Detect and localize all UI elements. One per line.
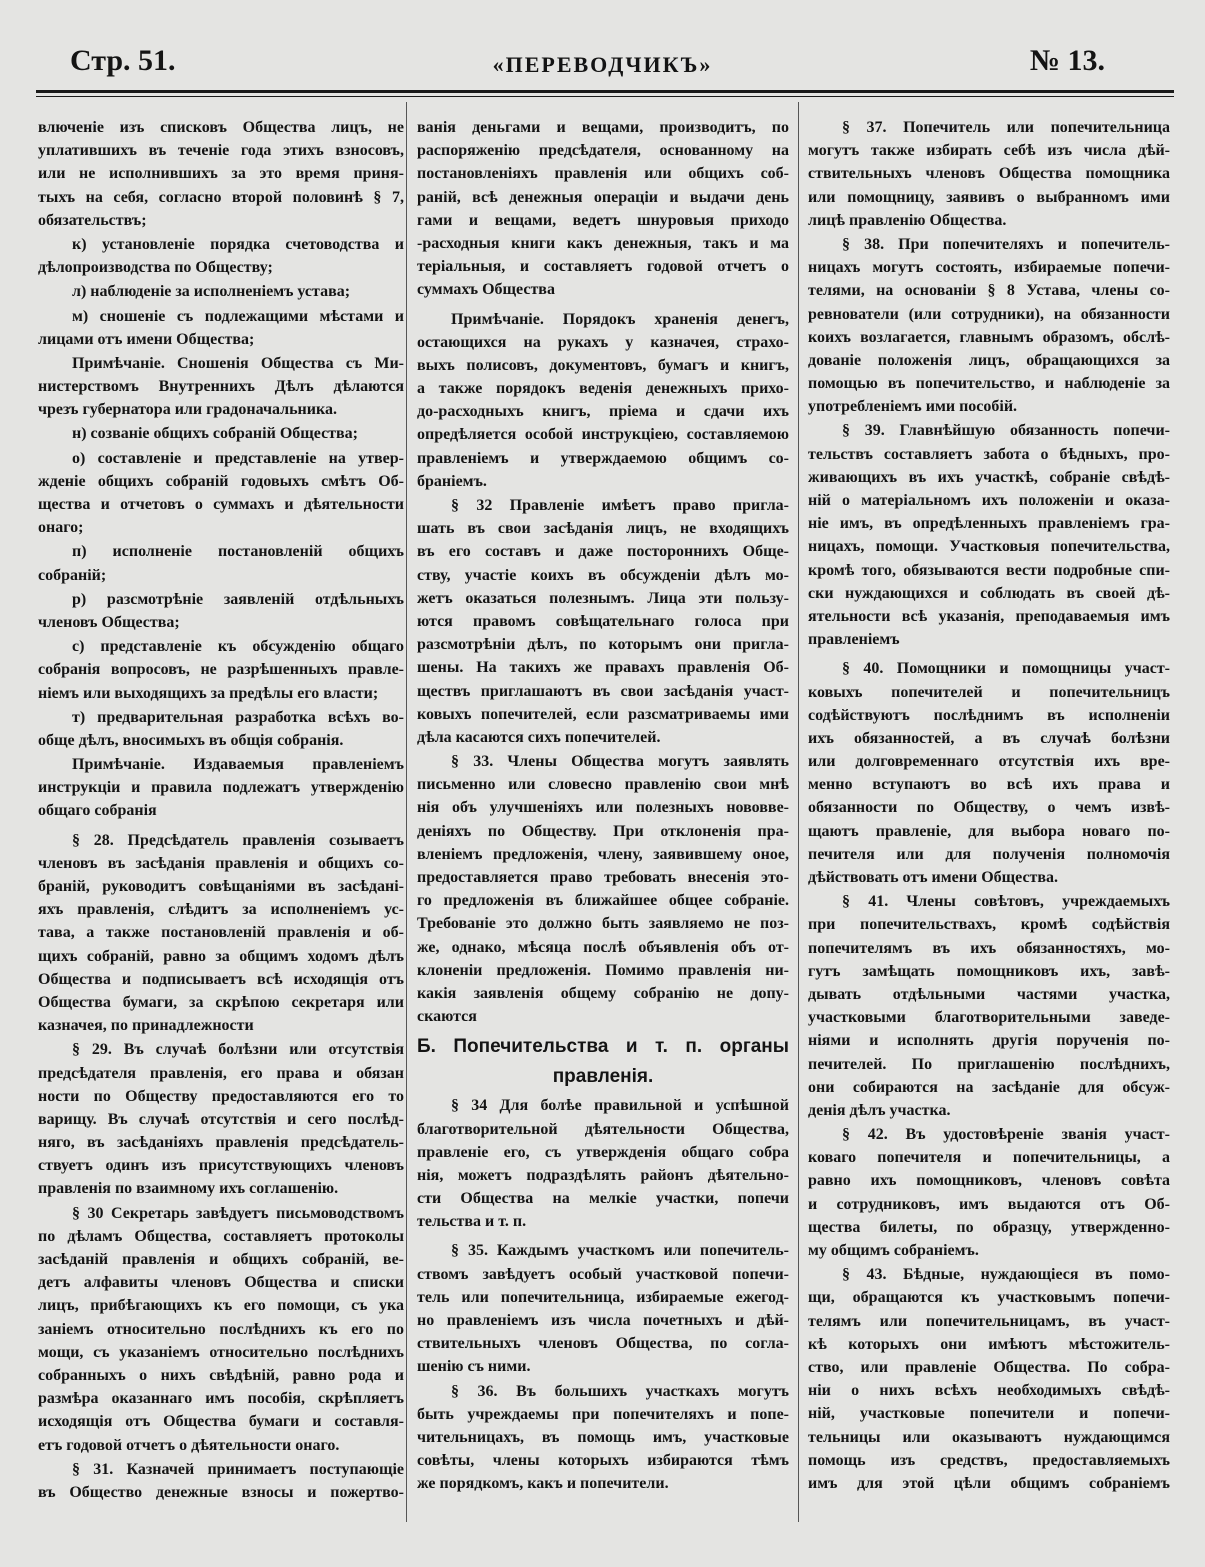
text-line: ніи о нихъ всѣхъ необходимыхъ свѣдѣ- xyxy=(808,1382,1170,1400)
column-1 xyxy=(38,116,404,1505)
text-line: лицъ, прибѣгающихъ къ его помощи, съ ука xyxy=(38,1297,404,1315)
text-line: щихъ собраній, равно за общимъ ходомъ дѣлъ xyxy=(38,947,404,965)
text-line: гами и вещами, ведетъ шнуровыя приходо xyxy=(417,211,789,229)
text-line: кромѣ того, обязываются вести подробные спи- xyxy=(808,561,1170,579)
text-line: м) сношеніе съ подлежащими мѣстами и xyxy=(72,307,404,325)
text-line: помощь изъ средствъ, предоставляемыхъ xyxy=(808,1451,1170,1469)
text-line: § 28. Предсѣдатель правленія созываетъ xyxy=(72,831,404,849)
text-line: лицѣ правленію Общества. xyxy=(808,211,1007,229)
text-line: лицами отъ имени Общества; xyxy=(38,330,255,348)
paragraph xyxy=(38,233,404,279)
text-line: телямъ или попечительницамъ, въ участ- xyxy=(808,1312,1170,1330)
paragraph xyxy=(38,635,404,705)
paragraph xyxy=(417,750,789,1028)
text-line: ществъ приглашаютъ въ свои засѣданія участ- xyxy=(417,682,789,700)
text-line: ствомъ завѣдуетъ особый участковой попечи- xyxy=(417,1265,789,1283)
text-line: Примѣчаніе. Сношенія Общества съ Ми- xyxy=(72,354,404,372)
text-line: засѣданій правленія и общихъ собраній, ве- xyxy=(38,1251,404,1268)
text-line: же порядкомъ, какъ и попечители. xyxy=(417,1475,669,1493)
text-line: а также порядокъ веденія денежныхъ прихо- xyxy=(417,380,789,398)
paragraph xyxy=(808,419,1170,651)
text-line: печителя или для полученія полномочія xyxy=(808,845,1170,863)
paragraph xyxy=(38,1202,404,1457)
column-divider xyxy=(798,102,799,1522)
text-line: обязательствъ; xyxy=(38,211,147,229)
text-line: жетъ оказаться полезнымъ. Лица эти пользу- xyxy=(417,589,789,607)
text-line: менно вступаютъ во всѣ ихъ права и xyxy=(808,776,1170,794)
paragraph xyxy=(417,1239,789,1378)
text-line: му общимъ собраніемъ. xyxy=(808,1242,979,1259)
text-line: уплатившихъ въ теченіе года этихъ взносовъ, xyxy=(38,142,404,160)
text-line: употребленіемъ ими пособій. xyxy=(808,398,1018,416)
text-line: щаютъ правленіе, для выбора новаго по- xyxy=(808,822,1170,840)
text-line: исходящія отъ Общества бумаги и составля- xyxy=(38,1413,404,1431)
text-line: л) наблюденіе за исполненіемъ устава; xyxy=(72,283,351,301)
text-line: § 39. Главнѣйшую обязанность попечи- xyxy=(842,422,1170,440)
text-line: ски нуждающихся и соблюдать въ своей дѣ- xyxy=(808,584,1170,602)
text-line: деніяхъ по Обществу. При отклоненія пра- xyxy=(417,822,789,840)
text-line: чрезъ губернатора или градоначальника. xyxy=(38,401,337,419)
paragraph xyxy=(38,829,404,1038)
text-line: онаго; xyxy=(38,519,84,537)
column-divider xyxy=(406,102,407,1522)
text-line: ковыхъ попечителей и попечительницъ xyxy=(808,683,1170,701)
text-line: членовъ Общества; xyxy=(38,613,180,631)
text-line: ній о матеріальномъ ихъ положеніи и оказа- xyxy=(808,492,1170,509)
paragraph xyxy=(808,890,1170,1122)
text-line: или помощницу, заявивъ о выбранномъ ими xyxy=(808,188,1170,206)
text-line: до-расходныхъ книгъ, пріема и сдачи ихъ xyxy=(417,403,789,421)
text-line: письменно или словесно правленію свои мнѣ xyxy=(417,776,789,794)
text-line: въ его составъ и даже постороннихъ Обще- xyxy=(417,543,789,561)
text-line: предсѣдателя правленія, его права и обязан xyxy=(38,1064,404,1082)
paragraph xyxy=(38,447,404,540)
section-heading xyxy=(417,1032,789,1092)
text-line: § 34 Для болѣе правильной и успѣшной xyxy=(451,1097,789,1115)
text-line: жденіе общихъ собраній годовыхъ смѣтъ Об- xyxy=(38,472,404,490)
text-line: ревнователи (или сотрудники), на обязанности xyxy=(808,305,1170,323)
paragraph xyxy=(417,308,789,494)
text-line: § 42. Въ удостовѣреніе званія участ- xyxy=(842,1126,1170,1144)
column-2 xyxy=(417,116,789,1497)
text-line: клоненіи предложенія. Помимо правленія ни- xyxy=(417,961,789,979)
text-line: суммахъ Общества xyxy=(417,281,555,299)
text-line: Общества бумаги, за скрѣпою секретаря или xyxy=(38,993,404,1011)
text-line: к) установленіе порядка счетоводства и xyxy=(72,235,404,253)
text-line: правленіе его, съ утвержденія общаго собра xyxy=(417,1143,789,1161)
text-line: ній, участковые попечители и попечи- xyxy=(808,1405,1170,1423)
text-line: го предложенія въ ближайшее общее собраніе. xyxy=(417,892,789,910)
text-line: обще дѣлъ, вносимыхъ въ общія собранія. xyxy=(38,731,344,749)
text-line: или не исполнившихъ за это время приня- xyxy=(38,165,404,183)
text-line: предоставляется право требовать внесенія это- xyxy=(417,869,789,886)
text-line: нистерствомъ Внутреннихъ Дѣлъ дѣлаются xyxy=(38,378,404,396)
text-line: н) созваніе общихъ собраній Общества; xyxy=(72,425,358,443)
paragraph xyxy=(38,116,404,232)
text-line: собранныхъ о нихъ свѣдѣній, равно рода и xyxy=(38,1366,404,1384)
text-line: могутъ также избирать себѣ изъ числа дѣй- xyxy=(808,142,1170,160)
text-line: тель или попечительница, избираемые ежегод- xyxy=(417,1288,789,1306)
text-line: нія объ улучшеніяхъ или полезныхъ нововве- xyxy=(417,799,789,817)
text-line: Примѣчаніе. Порядокъ храненія денегъ, xyxy=(451,310,789,328)
text-line: мощи, съ указаніемъ относительно послѣднихъ xyxy=(38,1343,404,1361)
text-line: § 37. Попечитель или попечительница xyxy=(842,119,1170,136)
text-line: Б. Попечительства и т. п. органы xyxy=(417,1036,789,1058)
text-line: разсмотрѣніи дѣлъ, по которымъ они пригла- xyxy=(417,636,789,654)
text-line: детъ алфавиты членовъ Общества и списки xyxy=(38,1274,404,1292)
paragraph xyxy=(417,1380,789,1496)
text-line: остающихся на рукахъ у казначея, страхо- xyxy=(417,333,789,351)
text-line: шенію съ ними. xyxy=(417,1358,531,1376)
paragraph xyxy=(417,1094,789,1233)
paragraph xyxy=(38,422,404,445)
text-line: § 35. Каждымъ участкомъ или попечитель- xyxy=(451,1242,789,1260)
text-line: ствуетъ одинъ изъ присутствующихъ членовъ xyxy=(38,1157,404,1175)
text-line: р) разсмотрѣніе заявленій отдѣльныхъ xyxy=(72,590,404,608)
text-line: печителей. По приглашенію послѣднихъ, xyxy=(808,1055,1170,1073)
text-line: быть учреждаемы при попечителяхъ и попе- xyxy=(417,1405,789,1423)
text-line: ванія деньгами и вещами, производитъ, по xyxy=(417,119,789,136)
text-line: дованіе положенія лицъ, обращающихся за xyxy=(808,351,1170,369)
text-line: § 41. Члены совѣтовъ, учреждаемыхъ xyxy=(842,893,1170,911)
paragraph xyxy=(808,116,1170,232)
text-line: въ Общество денежные взносы и пожертво- xyxy=(38,1483,404,1501)
text-line: чительницахъ, въ помощь имъ, участковые xyxy=(417,1428,789,1446)
text-line: ніями и исполнять другія порученія по- xyxy=(808,1032,1170,1050)
paragraph xyxy=(38,305,404,351)
text-line: ихъ обязанностей, а въ случаѣ болѣзни xyxy=(808,729,1170,747)
text-line: благотворительной дѣятельности Общества, xyxy=(417,1120,789,1138)
paragraph xyxy=(417,494,789,749)
text-line: п) исполненіе постановленій общихъ xyxy=(72,543,404,561)
text-line: правленія по взаимному ихъ соглашенію. xyxy=(38,1180,339,1198)
text-line: помощью въ попечительство, и наблюденіе за xyxy=(808,375,1170,393)
text-line: ятельности всѣ указанія, преподаваемыя имъ xyxy=(808,607,1170,625)
text-line: размѣра оказаннаго имъ пособія, скрѣпляетъ xyxy=(38,1390,404,1408)
text-line: варищу. Въ случаѣ отсутствія и сего послѣд- xyxy=(38,1110,404,1128)
text-line: опредѣляется особой инструкціею, составляемою xyxy=(417,426,789,444)
text-line: же, однако, мѣсяца послѣ объявленія объ от- xyxy=(417,938,789,956)
text-line: телями, на основаніи § 8 Устава, члены со- xyxy=(808,282,1170,300)
text-line: теріальныя, и составляетъ годовой отчетъ о xyxy=(417,258,789,276)
paragraph xyxy=(38,540,404,586)
text-line: ство, или правленіе Общества. По собра- xyxy=(808,1358,1170,1376)
paragraph xyxy=(38,588,404,634)
text-line: тельствъ составляетъ забота о бѣдныхъ, про- xyxy=(808,445,1170,463)
text-line: Общества и подписываетъ всѣ исходящія отъ xyxy=(38,970,404,988)
paragraph xyxy=(808,1263,1170,1495)
text-line: т) предварительная разработка всѣхъ во- xyxy=(72,708,404,726)
text-line: етъ годовой отчетъ о дѣятельности онаго. xyxy=(38,1436,340,1454)
text-line: § 33. Члены Общества могутъ заявлять xyxy=(451,753,789,771)
text-line: браній, руководитъ совѣщаніями въ засѣдані- xyxy=(38,878,404,895)
text-line: правленіемъ и утверждаемою общимъ со- xyxy=(417,449,789,467)
text-line: § 31. Казначей принимаетъ поступающіе xyxy=(72,1460,404,1478)
column-3 xyxy=(808,116,1170,1496)
text-line: с) представленіе къ обсужденію общаго xyxy=(72,638,404,656)
text-line: попечителямъ въ ихъ обязанностяхъ, мо- xyxy=(808,939,1170,957)
text-line: шать въ свои засѣданія лицъ, не входящихъ xyxy=(417,520,789,538)
text-line: собраній; xyxy=(38,566,107,584)
paragraph xyxy=(38,1458,404,1504)
text-line: коваго попечителя и попечительницы, а xyxy=(808,1149,1170,1167)
text-line: § 38. При попечителяхъ и попечитель- xyxy=(842,235,1170,253)
text-line: постановленіяхъ правленія или общихъ соб- xyxy=(417,165,789,183)
text-line: § 30 Секретарь завѣдуетъ письмоводствомъ xyxy=(72,1204,404,1222)
text-line: дѣйствовать отъ имени Общества. xyxy=(808,869,1059,886)
text-line: ются правомъ совѣщательнаго голоса при xyxy=(417,612,789,630)
text-line: гутъ замѣщать помощниковъ ихъ, завѣ- xyxy=(808,962,1170,980)
text-line: по дѣламъ Общества, составляетъ протоколы xyxy=(38,1227,404,1245)
text-line: казначея, по принадлежности xyxy=(38,1017,254,1035)
text-line: живающихъ въ ихъ участкѣ, собраніе свѣдѣ- xyxy=(808,468,1170,486)
text-line: и сотрудниковъ, имъ выдаются отъ Об- xyxy=(808,1195,1170,1213)
text-line: правленіемъ xyxy=(808,631,900,649)
text-line: участковыми благотворительными заведе- xyxy=(808,1009,1170,1027)
text-line: браніемъ. xyxy=(417,472,487,490)
page-number: Стр. 51. xyxy=(70,44,176,77)
text-line: кѣ которыхъ они имѣютъ мѣстожитель- xyxy=(808,1335,1170,1353)
text-line: ковыхъ попечителей, если разсматриваемы ими xyxy=(417,705,789,723)
text-line: членовъ въ засѣданія правленія и общихъ со- xyxy=(38,854,404,872)
text-line: инструкціи и правила подлежатъ утвержденію xyxy=(38,779,404,797)
text-line: ствительныхъ членовъ Общества, по согла- xyxy=(417,1335,789,1353)
text-line: тава, а также постановленій правленія и об- xyxy=(38,924,404,942)
text-line: заніемъ относительно послѣднихъ къ его по xyxy=(38,1320,404,1338)
paragraph xyxy=(808,1123,1170,1262)
text-line: распоряженію предсѣдателя, основанному на xyxy=(417,142,789,160)
paragraph xyxy=(38,280,404,303)
paragraph xyxy=(38,753,404,823)
text-line: при попечительствахъ, кромѣ содѣйствія xyxy=(808,916,1170,934)
text-line: содѣйствуютъ послѣднимъ въ исполненіи xyxy=(808,706,1170,724)
text-line: ствительныхъ членовъ Общества помощника xyxy=(808,165,1170,183)
text-line: или долговременнаго отсутствія ихъ вре- xyxy=(808,753,1170,771)
text-line: § 29. Въ случаѣ болѣзни или отсутствія xyxy=(72,1041,404,1059)
text-line: ніемъ или выходящихъ за предѣлы его власти; xyxy=(38,684,379,702)
header-rule xyxy=(36,90,1174,93)
text-line: скаются xyxy=(417,1008,477,1026)
text-line: § 36. Въ большихъ участкахъ могутъ xyxy=(451,1382,789,1400)
text-line: они собираются на засѣданіе для обсуж- xyxy=(808,1078,1170,1096)
text-line: какія заявленія общему собранію не допу- xyxy=(417,984,789,1002)
text-line: шены. На такихъ же правахъ правленія Об- xyxy=(417,659,789,677)
paragraph xyxy=(38,706,404,752)
text-line: денія дѣлъ участка. xyxy=(808,1101,951,1119)
text-line: дѣлопроизводства по Обществу; xyxy=(38,259,273,277)
text-line: общаго собранія xyxy=(38,802,157,820)
text-line: § 40. Помощники и помощницы участ- xyxy=(842,660,1170,678)
text-line: щества билеты, по образцу, утвержденно- xyxy=(808,1218,1170,1236)
newspaper-title: «ПЕРЕВОДЧИКЪ» xyxy=(492,52,713,77)
text-line: § 43. Бѣдные, нуждающіеся въ помо- xyxy=(842,1266,1170,1284)
text-line: влюченіе изъ списковъ Общества лицъ, не xyxy=(38,119,404,136)
text-line: о) составленіе и представленіе на утвер- xyxy=(72,449,404,467)
text-line: Требованіе это должно быть заявляемо не поз- xyxy=(417,915,789,933)
text-line: щи, обращаются къ участковымъ попечи- xyxy=(808,1289,1170,1307)
paragraph xyxy=(808,657,1170,889)
text-line: тыхъ на себя, согласно второй половинѣ § 7, xyxy=(38,188,404,206)
text-line: но правленіемъ изъ числа почетныхъ и дѣй- xyxy=(417,1312,789,1329)
paragraph xyxy=(38,352,404,422)
text-line: щества и отчетовъ о суммахъ и дѣятельности xyxy=(38,496,404,513)
header-rule-thin xyxy=(36,96,1174,97)
text-line: ности по Обществу предоставляются его то xyxy=(38,1087,404,1105)
paragraph xyxy=(417,116,789,302)
text-line: дѣла касаются сихъ попечителей. xyxy=(417,728,661,746)
text-line: няго, въ засѣданіяхъ правленія предсѣдатель- xyxy=(38,1134,404,1152)
text-line: раній, всѣ денежныя операціи и выдачи день xyxy=(417,188,789,206)
text-line: тельницы или оказываютъ нуждающимся xyxy=(808,1428,1170,1446)
issue-number: № 13. xyxy=(1029,44,1105,77)
paragraph xyxy=(808,233,1170,419)
text-line: яхъ правленія, слѣдитъ за исполненіемъ ус- xyxy=(38,901,404,919)
text-line: правленія. xyxy=(552,1066,654,1088)
text-line: нія, можетъ подраздѣлять районъ дѣятельно- xyxy=(417,1166,789,1184)
text-line: § 32 Правленіе имѣетъ право пригла- xyxy=(451,497,789,514)
text-line: ницахъ, помощи. Участковыя попечительства, xyxy=(808,538,1170,556)
text-line: Примѣчаніе. Издаваемыя правленіемъ xyxy=(72,756,404,774)
text-line: обязанности по Обществу, о чемъ извѣ- xyxy=(808,799,1170,817)
text-line: сти Общества на мелкіе участки, попечи xyxy=(417,1190,789,1208)
text-line: -расходныя книги какъ денежныя, такъ и ма xyxy=(417,234,789,252)
text-line: ству, участіе коихъ въ обсужденіи дѣлъ мо- xyxy=(417,566,789,584)
text-line: тельства и т. п. xyxy=(417,1213,527,1231)
text-line: дывать отдѣльными частями участка, xyxy=(808,985,1170,1003)
text-line: имъ для этой цѣли общимъ собраніемъ xyxy=(808,1474,1170,1492)
text-line: коихъ возлагается, главнымъ образомъ, обслѣ- xyxy=(808,328,1170,346)
text-line: ніе имъ, въ опредѣленныхъ правленіемъ гра- xyxy=(808,515,1170,533)
text-line: ницахъ могутъ состоять, избираемые попечи- xyxy=(808,259,1170,277)
text-line: собранія вопросовъ, не разрѣшенныхъ правле- xyxy=(38,661,404,679)
text-line: равно ихъ помощниковъ, членовъ совѣта xyxy=(808,1172,1170,1190)
text-line: вленіемъ предложенія, члену, заявившему оное, xyxy=(417,845,789,863)
paragraph xyxy=(38,1038,404,1200)
text-line: выхъ полисовъ, документовъ, бумагъ и книгъ, xyxy=(417,356,789,374)
text-line: совѣты, члены которыхъ избираются тѣмъ xyxy=(417,1452,789,1470)
